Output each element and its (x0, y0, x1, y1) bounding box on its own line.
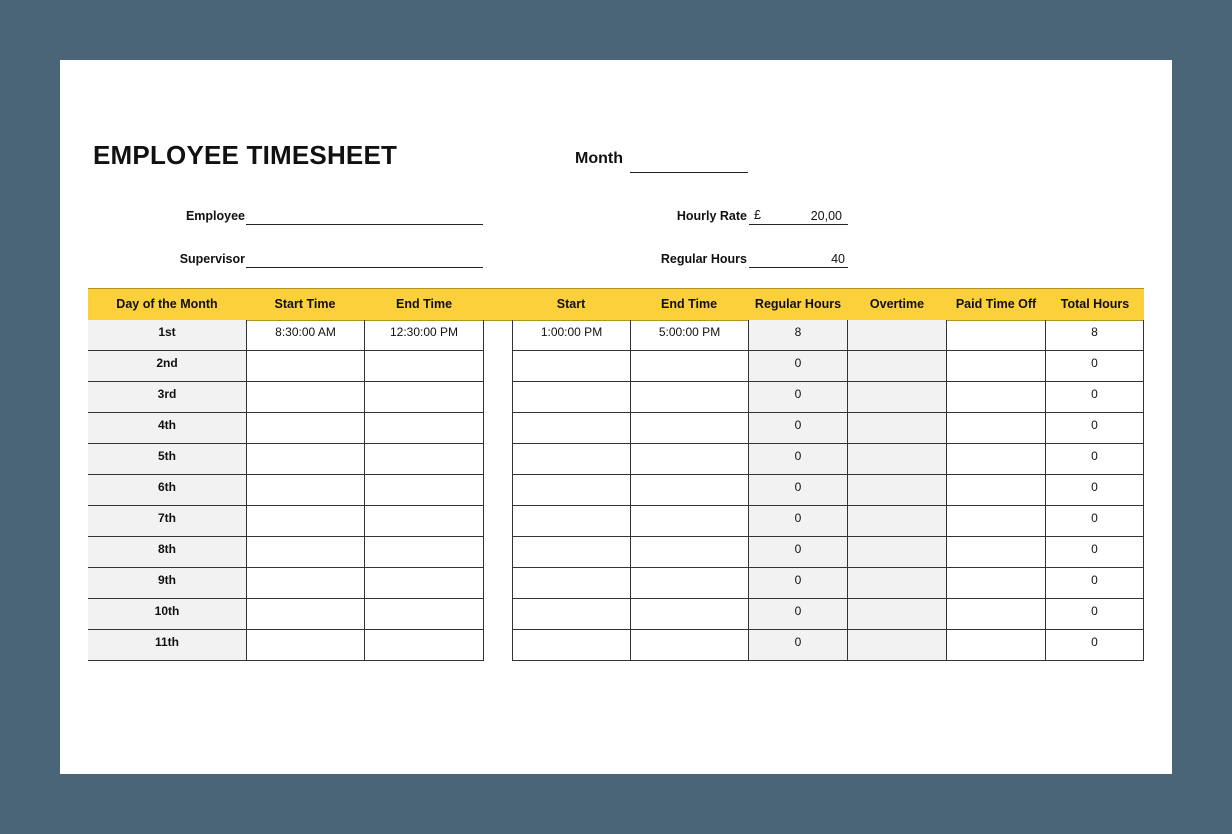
cell-overtime[interactable] (848, 560, 946, 591)
cell-overtime[interactable] (848, 374, 946, 405)
hourly-rate-field[interactable] (749, 224, 848, 225)
table-row-divider (512, 660, 1144, 661)
header-total-hours: Total Hours (1060, 297, 1130, 311)
cell-total: 0 (1091, 480, 1098, 494)
cell-end2[interactable] (631, 467, 748, 498)
cell-start2[interactable] (513, 467, 630, 498)
cell-start1[interactable] (247, 467, 364, 498)
cell-overtime[interactable] (848, 622, 946, 653)
cell-pto[interactable] (947, 529, 1045, 560)
cell-start1[interactable] (247, 436, 364, 467)
cell-overtime[interactable] (848, 312, 946, 343)
cell-pto[interactable] (947, 498, 1045, 529)
cell-start1[interactable] (247, 498, 364, 529)
cell-day: 9th (158, 573, 176, 587)
table-row-divider (88, 660, 484, 661)
cell-start1[interactable] (247, 529, 364, 560)
cell-start2[interactable] (513, 343, 630, 374)
cell-overtime[interactable] (848, 498, 946, 529)
grid-vline (1143, 320, 1144, 661)
cell-end1[interactable] (365, 405, 483, 436)
cell-overtime[interactable] (848, 436, 946, 467)
month-field[interactable] (630, 172, 748, 173)
cell-end2[interactable] (631, 405, 748, 436)
cell-end2[interactable] (631, 436, 748, 467)
cell-regular: 0 (794, 449, 802, 463)
cell-start2[interactable] (513, 405, 630, 436)
cell-start2[interactable] (513, 591, 630, 622)
cell-overtime[interactable] (848, 529, 946, 560)
cell-pto[interactable] (947, 560, 1045, 591)
cell-day: 7th (158, 511, 176, 525)
cell-pto[interactable] (947, 343, 1045, 374)
cell-regular: 0 (794, 573, 802, 587)
cell-end2[interactable] (631, 622, 748, 653)
cell-regular: 0 (794, 356, 802, 370)
cell-total: 0 (1091, 449, 1098, 463)
cell-total: 0 (1091, 604, 1098, 618)
cell-start2[interactable] (513, 560, 630, 591)
cell-end1[interactable] (365, 374, 483, 405)
hourly-rate-value: 20,00 (810, 209, 842, 223)
header-day: Day of the Month (116, 297, 218, 311)
cell-day: 4th (158, 418, 176, 432)
cell-end1[interactable] (365, 591, 483, 622)
cell-start2[interactable] (513, 374, 630, 405)
header-paid-time-off: Paid Time Off (955, 297, 1037, 311)
cell-end1[interactable]: 12:30:00 PM (389, 325, 459, 339)
supervisor-label: Supervisor (179, 252, 245, 266)
cell-end1[interactable] (365, 467, 483, 498)
cell-day: 5th (158, 449, 176, 463)
cell-regular: 0 (794, 480, 802, 494)
cell-regular: 0 (794, 604, 802, 618)
cell-day: 1st (158, 325, 176, 339)
cell-overtime[interactable] (848, 591, 946, 622)
table-header-gap (484, 288, 512, 321)
page-title: EMPLOYEE TIMESHEET (93, 140, 398, 170)
grid-vline (483, 320, 484, 661)
cell-day: 3rd (157, 387, 177, 401)
header-start-time: Start Time (274, 297, 336, 311)
regular-hours-label: Regular Hours (660, 252, 747, 266)
month-label: Month (575, 150, 623, 167)
cell-end1[interactable] (365, 498, 483, 529)
hourly-rate-label: Hourly Rate (676, 209, 747, 223)
cell-start2[interactable] (513, 622, 630, 653)
regular-hours-field[interactable] (749, 267, 848, 268)
cell-end1[interactable] (365, 343, 483, 374)
cell-pto[interactable] (947, 312, 1045, 343)
cell-end1[interactable] (365, 622, 483, 653)
regular-hours-value: 40 (831, 252, 845, 266)
timesheet-sheet (60, 60, 1172, 774)
header-overtime: Overtime (869, 297, 925, 311)
header-regular-hours: Regular Hours (754, 297, 842, 311)
cell-pto[interactable] (947, 374, 1045, 405)
currency-symbol: £ (754, 208, 761, 222)
cell-regular: 0 (794, 511, 802, 525)
cell-day: 2nd (156, 356, 178, 370)
cell-pto[interactable] (947, 591, 1045, 622)
cell-start1[interactable] (247, 591, 364, 622)
employee-label: Employee (185, 209, 245, 223)
employee-field[interactable] (246, 224, 483, 225)
cell-total: 0 (1091, 418, 1098, 432)
cell-start1[interactable] (247, 405, 364, 436)
cell-total: 0 (1091, 511, 1098, 525)
supervisor-field[interactable] (246, 267, 483, 268)
cell-pto[interactable] (947, 467, 1045, 498)
cell-pto[interactable] (947, 436, 1045, 467)
cell-start2[interactable]: 1:00:00 PM (540, 325, 603, 339)
cell-end2[interactable] (631, 343, 748, 374)
cell-total: 0 (1091, 387, 1098, 401)
cell-regular: 0 (794, 635, 802, 649)
cell-start2[interactable] (513, 529, 630, 560)
cell-end1[interactable] (365, 436, 483, 467)
cell-overtime[interactable] (848, 405, 946, 436)
cell-pto[interactable] (947, 622, 1045, 653)
cell-pto[interactable] (947, 405, 1045, 436)
cell-end2[interactable] (631, 591, 748, 622)
cell-start1[interactable] (247, 343, 364, 374)
cell-overtime[interactable] (848, 343, 946, 374)
cell-total: 0 (1091, 635, 1098, 649)
cell-total: 0 (1091, 356, 1098, 370)
cell-day: 11th (154, 635, 179, 649)
cell-end1[interactable] (365, 529, 483, 560)
header-end-time: End Time (395, 297, 453, 311)
cell-start2[interactable] (513, 498, 630, 529)
cell-total: 8 (1091, 325, 1098, 339)
cell-regular: 8 (794, 325, 802, 339)
cell-day: 6th (158, 480, 176, 494)
cell-total: 0 (1091, 542, 1098, 556)
header-start: Start (556, 297, 586, 311)
cell-start1[interactable] (247, 560, 364, 591)
cell-regular: 0 (794, 418, 802, 432)
cell-day: 8th (158, 542, 176, 556)
cell-end2[interactable] (631, 374, 748, 405)
cell-end2[interactable]: 5:00:00 PM (658, 325, 721, 339)
cell-start1[interactable] (247, 622, 364, 653)
cell-end2[interactable] (631, 498, 748, 529)
cell-start1[interactable] (247, 374, 364, 405)
cell-end2[interactable] (631, 529, 748, 560)
cell-day: 10th (154, 604, 180, 618)
cell-end1[interactable] (365, 560, 483, 591)
cell-start2[interactable] (513, 436, 630, 467)
cell-overtime[interactable] (848, 467, 946, 498)
header-end-time-2: End Time (660, 297, 718, 311)
cell-start1[interactable]: 8:30:00 AM (275, 325, 336, 339)
cell-end2[interactable] (631, 560, 748, 591)
cell-regular: 0 (794, 387, 802, 401)
cell-total: 0 (1091, 573, 1098, 587)
cell-regular: 0 (794, 542, 802, 556)
